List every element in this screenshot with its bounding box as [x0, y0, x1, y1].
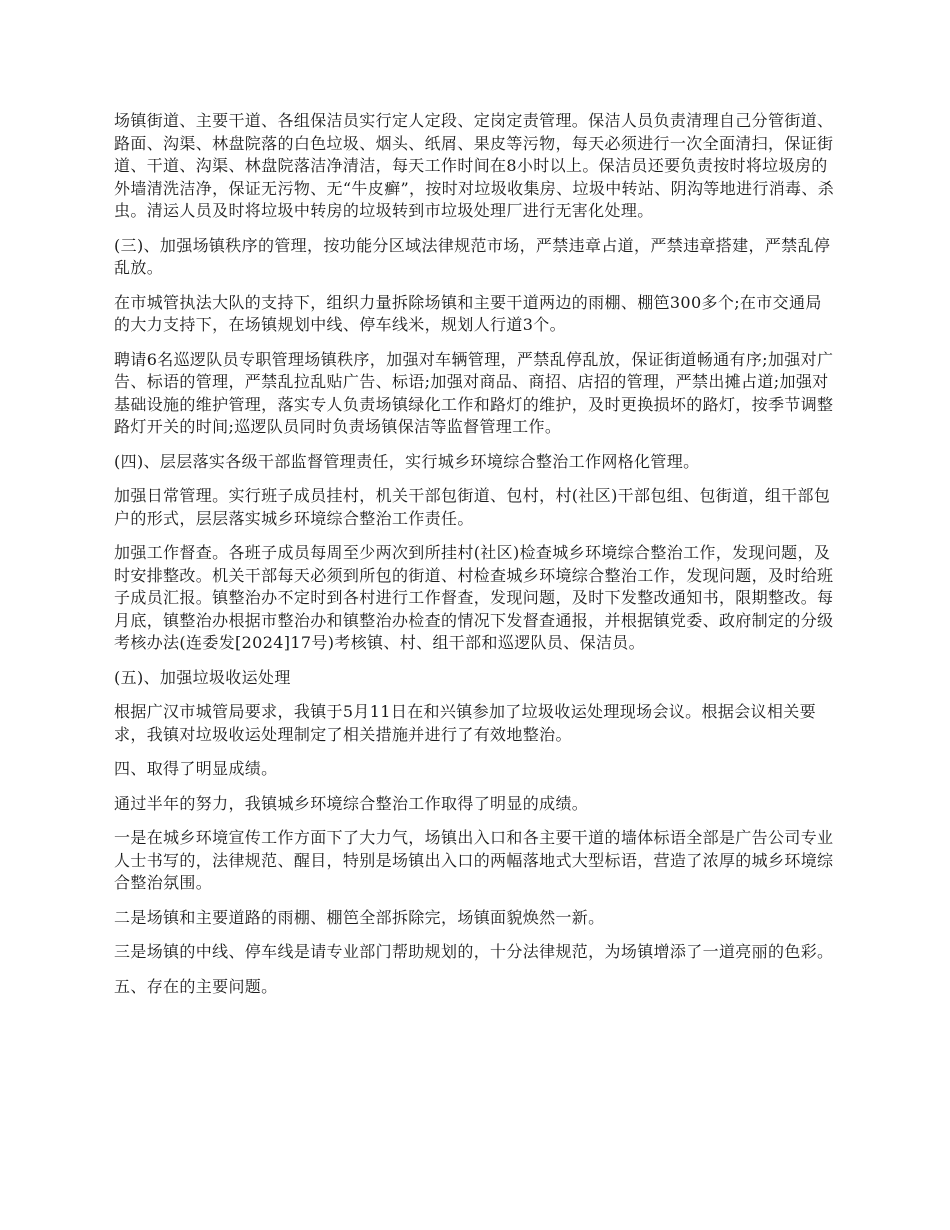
paragraph-achievement-two: 二是场镇和主要道路的雨棚、棚笆全部拆除完，场镇面貌焕然一新。	[114, 907, 605, 927]
paragraph-achievement-three: 三是场镇的中线、停车线是请专业部门帮助规划的，十分法律规范，为场镇增添了一道亮丽的色彩。	[114, 942, 834, 961]
paragraph-daily-management: 加强日常管理。实行班子成员挂村，机关干部包街道、包村，村(社区)干部包组、包街道，组干部包户的形式，层层落实城乡环境综合整治工作责任。	[114, 486, 831, 528]
heading-section-five: (五)、加强垃圾收运处理	[114, 667, 291, 687]
paragraph-demolition: 在市城管执法大队的支持下，组织力量拆除场镇和主要干道两边的雨棚、棚笆300多个;在市交通局的大力支持下，在场镇规划中线、停车线米，规划人行道3个。	[114, 292, 822, 334]
paragraph-achievements-summary: 通过半年的努力，我镇城乡环境综合整治工作取得了明显的成绩。	[114, 793, 589, 813]
heading-main-problems: 五、存在的主要问题。	[114, 976, 278, 996]
paragraph-patrol-team: 聘请6名巡逻队员专职管理场镇秩序，加强对车辆管理，严禁乱停乱放，保证街道畅通有序;加强对广告、标语的管理，严禁乱拉乱贴广告、标语;加强对商品、商招、店招的管理，严禁出摊占道;加强对基础设施的维护管理，落实专人负责场镇绿化工作和路灯的维护，及时更换损坏的路灯，按季节调整路灯开关的时间;巡逻队员同时负责场镇保洁等监督管理工作。	[114, 349, 834, 436]
paragraph-cleaning-duties: 场镇街道、主要干道、各组保洁员实行定人定段、定岗定责管理。保洁人员负责清理自己分管街道、路面、沟渠、林盘院落的白色垃圾、烟头、纸屑、果皮等污物，每天必须进行一次全面清扫，保证街道、干道、沟渠、林盘院落洁净清洁，每天工作时间在8小时以上。保洁员还要负责按时将垃圾房的外墙清洗洁净，保证无污物、无“牛皮癣”，按时对垃圾收集房、垃圾中转站、阴沟等地进行消毒、杀虫。清运人员及时将垃圾中转房的垃圾转到市垃圾处理厂进行无害化处理。	[114, 111, 835, 220]
paragraph-achievement-one: 一是在城乡环境宣传工作方面下了大力气，场镇出入口和各主要干道的墙体标语全部是广告公司专业人士书写的，法律规范、醒目，特别是场镇出入口的两幅落地式大型标语，营造了浓厚的城乡环境综合整治氛围。	[114, 828, 834, 892]
heading-section-four: (四)、层层落实各级干部监督管理责任，实行城乡环境综合整治工作网格化管理。	[114, 451, 700, 471]
paragraph-work-supervision: 加强工作督查。各班子成员每周至少两次到所挂村(社区)检查城乡环境综合整治工作，发现问题，及时安排整改。机关干部每天必须到所包的街道、村检查城乡环境综合整治工作，发现问题，及时给班子成员汇报。镇整治办不定时到各村进行工作督查，发现问题，及时下发整改通知书，限期整改。每月底，镇整治办根据市整治办和镇整治办检查的情况下发督查通报，并根据镇党委、政府制定的分级考核办法(连委发[2024]17号)考核镇、村、组干部和巡逻队员、保洁员。	[114, 543, 834, 652]
document-body	[114, 110, 836, 1010]
heading-achievements: 四、取得了明显成绩。	[114, 759, 278, 778]
paragraph-garbage-meeting: 根据广汉市城管局要求，我镇于5月11日在和兴镇参加了垃圾收运处理现场会议。根据会议相关要求，我镇对垃圾收运处理制定了相关措施并进行了有效地整治。	[114, 702, 816, 744]
heading-section-three: (三)、加强场镇秩序的管理，按功能分区域法律规范市场，严禁违章占道，严禁违章搭建，严禁乱停乱放。	[114, 235, 831, 277]
